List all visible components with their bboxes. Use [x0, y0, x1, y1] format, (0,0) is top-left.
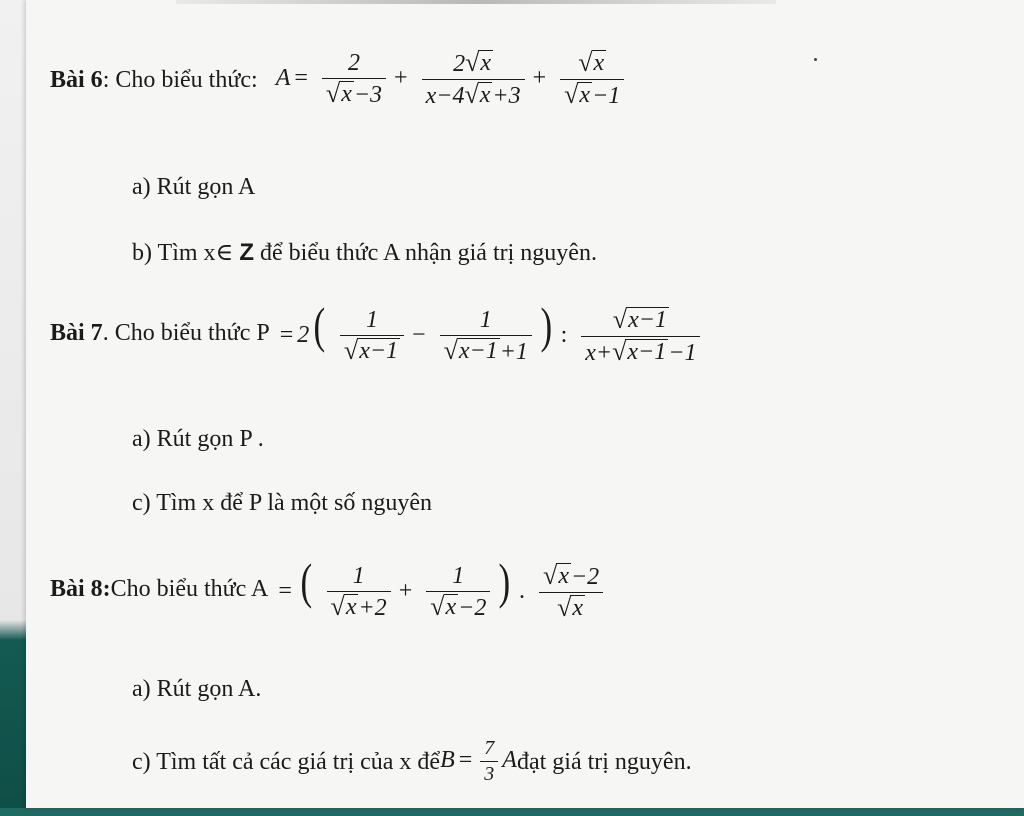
cut-off-line — [176, 0, 776, 4]
problem-7-statement — [50, 297, 704, 366]
formula-b-8: B = $\frac{7}{3}$ A — [440, 737, 517, 785]
problem-8-part-c — [132, 738, 692, 785]
problem-8-part-c-pre: c) Tìm tất cả các giá trị của x để — [132, 748, 441, 775]
problem-8-part-a: a) Rút gọn A. — [132, 676, 262, 702]
problem-8-part-c-post: đạt giá trị nguyên. — [516, 748, 692, 775]
formula-p-7: = 2( 1 √ x−1 − 1 √ x−1 +1 ) : √ x−1 x+ √ x−1 −1 — [276, 300, 705, 366]
problem-7-part-c: c) Tìm x để P là một số nguyên — [132, 490, 432, 516]
integers-symbol: Z — [239, 239, 254, 266]
problem-6-statement — [50, 50, 628, 109]
problem-8-intro: Cho biểu thức A — [110, 576, 269, 603]
problem-7-intro: . Cho biểu thức P — [102, 320, 270, 347]
problem-8-statement — [50, 553, 607, 622]
formula-a-6: A = 2 √ x −3 + 2 √ x x−4 √ x +3 + √ x √ x −1 — [276, 50, 629, 109]
problem-8-label: Bài 8: — [50, 576, 111, 603]
desk-bottom — [0, 808, 1024, 816]
formula-a-8: = ( 1 √ x +2 + 1 √ x −2 ) . √ x −2 √ x — [274, 556, 607, 622]
problem-6-part-b-post: để biểu thức A nhận giá trị nguyên. — [254, 240, 597, 266]
problem-6-intro: : Cho biểu thức: — [102, 66, 258, 93]
problem-7-label: Bài 7 — [50, 320, 103, 347]
problem-6-part-a: a) Rút gọn A — [132, 174, 256, 200]
problem-6-part-b — [132, 238, 597, 267]
problem-6-part-b-pre: b) Tìm x∈ — [132, 240, 240, 266]
ink-dot — [814, 58, 817, 61]
problem-6-label: Bài 6 — [50, 66, 103, 93]
problem-7-part-a: a) Rút gọn P . — [132, 426, 264, 452]
